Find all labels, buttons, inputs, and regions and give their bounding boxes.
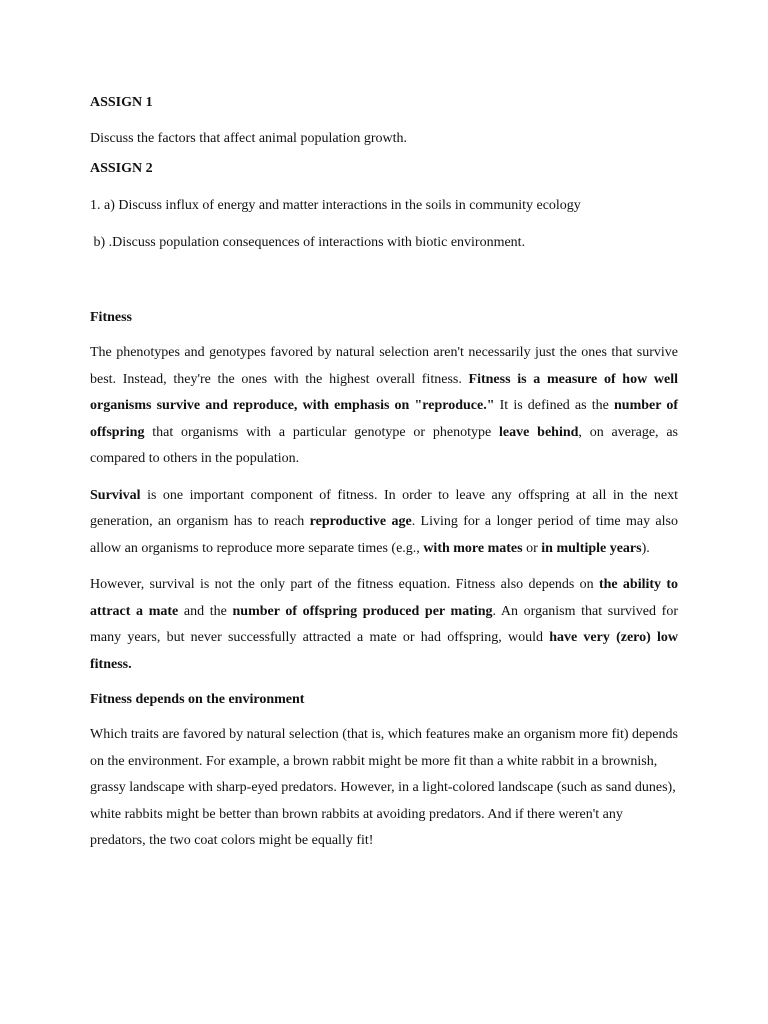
bold-text-run: number of offspring produced per mating: [232, 603, 493, 619]
assign1-heading: ASSIGN 1: [90, 95, 153, 110]
environment-paragraph-1: Which traits are favored by natural selection (that is, which features make an organism more fit) depends on the environment. For example, a brown rabbit might be more fit than a white rabbit in a brownish, grassy landscape with sharp-eyed predators. However, in a light-colored landscape (such as sand dunes), white rabbits might be better than brown rabbits at avoiding predators. And if there weren't any predators, the two coat colors might be equally fit!: [90, 727, 678, 848]
fitness-paragraph-1: [90, 340, 678, 473]
assign2-question-1b: b) .Discuss population consequences of interactions with biotic environment.: [90, 235, 526, 250]
text-run: . An organism that survived for many years, but never successfully attracted a mate or had offspring, would: [90, 603, 678, 645]
text-run: or: [522, 540, 542, 556]
assign2-heading: ASSIGN 2: [90, 161, 153, 176]
text-run: However, survival is not the only part of the fitness equation. Fitness also depends on: [90, 577, 599, 592]
bold-text-run: Survival: [90, 487, 141, 503]
text-run: It is defined as the: [494, 398, 614, 413]
text-run: and the: [178, 603, 233, 619]
fitness-paragraph-2: [90, 483, 678, 563]
bold-text-run: have very (zero) low fitness.: [90, 630, 679, 672]
fitness-paragraph-3: [90, 572, 678, 678]
bold-text-run: reproductive age: [309, 514, 412, 529]
bold-text-run: in multiple years: [541, 540, 642, 556]
bold-text-run: number of offspring: [90, 398, 679, 440]
document-page: [90, 93, 678, 855]
environment-heading: Fitness depends on the environment: [90, 692, 305, 707]
text-run: The phenotypes and genotypes favored by natural selection aren't necessarily just the ones that survive best. Instead, they're the ones with the highest overall fitness.: [90, 345, 678, 387]
assign2-question-1a: 1. a) Discuss influx of energy and matter interactions in the soils in community ecology: [90, 198, 581, 213]
bold-text-run: Fitness is a measure of how well organisms survive and reproduce, with emphasis on "reproduce.": [90, 371, 678, 413]
bold-text-run: leave behind: [499, 424, 579, 440]
text-run: . Living for a longer period of time may also allow an organisms to reproduce more separate times (e.g.,: [90, 514, 678, 556]
text-run: ).: [641, 540, 650, 556]
bold-text-run: the ability to attract a mate: [90, 577, 678, 619]
text-run: , on average, as compared to others in the population.: [90, 424, 678, 466]
text-run: is one important component of fitness. In order to leave any offspring at all in the next generation, an organism has to reach: [90, 487, 678, 529]
text-run: that organisms with a particular genotype or phenotype: [144, 424, 500, 440]
assign1-question: Discuss the factors that affect animal population growth.: [90, 131, 407, 146]
fitness-heading: Fitness: [90, 310, 132, 325]
bold-text-run: with more mates: [423, 540, 523, 556]
